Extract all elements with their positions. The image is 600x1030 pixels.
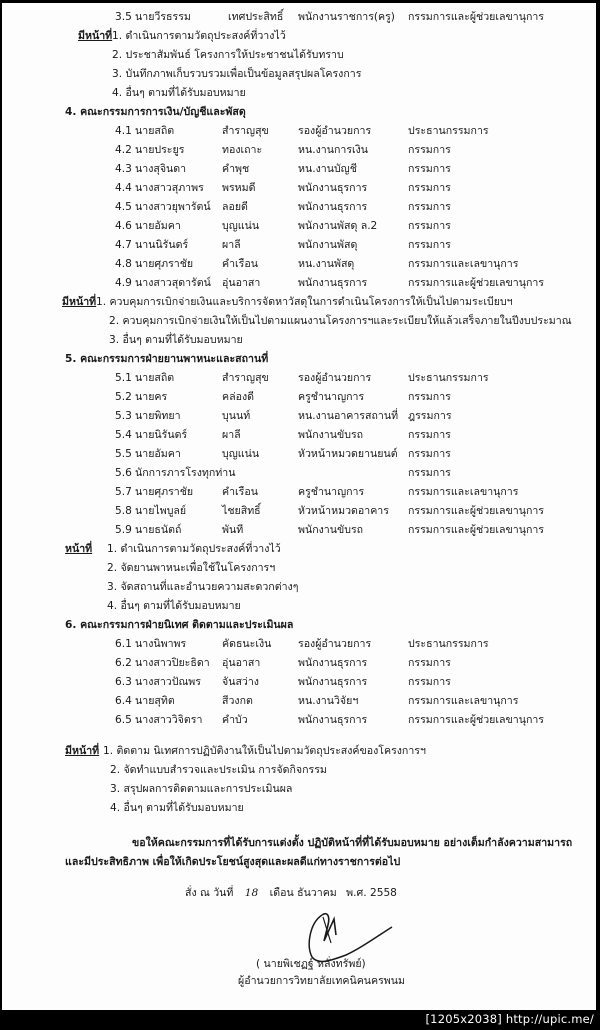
- member-number: 4.3: [115, 163, 132, 175]
- member-position: พนักงานธุรการ: [298, 201, 368, 213]
- member-number: 4.9: [115, 277, 132, 289]
- member-number: 4.8: [115, 258, 132, 270]
- member-number: 6.1: [115, 638, 132, 650]
- member-position: หัวหน้าหมวดยานยนต์: [298, 448, 398, 460]
- member-name: นางสาวยุพารัตน์: [135, 201, 211, 213]
- member-surname: คัดธนะเงิน: [222, 638, 272, 650]
- member-role: ประธานกรรมการ: [408, 638, 489, 650]
- member-surname: ลอยดี: [222, 201, 248, 213]
- member-role: ประธานกรรมการ: [408, 125, 489, 137]
- member-role: กรรมการ: [408, 657, 451, 669]
- member-role: กรรมการและผู้ช่วยเลขานุการ: [408, 714, 544, 726]
- member-position: หน.งานพัสดุ: [298, 258, 355, 270]
- member-surname: บุญแน่น: [222, 448, 260, 460]
- duties-label: หน้าที่: [65, 543, 93, 555]
- member-surname: สำราญสุข: [222, 125, 269, 137]
- member-position: พนักงานธุรการ: [298, 714, 368, 726]
- member-number: 6.3: [115, 676, 132, 688]
- member-surname: คำเรือน: [222, 486, 258, 498]
- duties-label: มีหน้าที่: [78, 30, 113, 42]
- duty-item: 2. จัดทำแบบสำรวจและประเมิน การจัดกิจกรรม: [110, 764, 327, 776]
- member-position: หน.งานบัญชี: [298, 163, 357, 175]
- duty-item: 2. ประชาสัมพันธ์ โครงการให้ประชาชนได้รับทราบ: [112, 49, 344, 61]
- member-surname: ผาลี: [222, 239, 241, 251]
- member-surname: คำพุช: [222, 163, 250, 175]
- member-name: นายวีรธรรม: [135, 11, 191, 23]
- member-name: นายอัมคา: [135, 448, 181, 460]
- member-role: กรรมการ: [408, 448, 451, 460]
- member-role: กรรมการ: [408, 201, 451, 213]
- member-name: นางสาวสุดารัตน์: [135, 277, 211, 289]
- member-position: รองผู้อำนวยการ: [298, 125, 372, 137]
- duty-item: 3. บันทึกภาพเก็บรวบรวมเพื่อเป็นข้อมูลสรุปผลโครงการ: [112, 68, 362, 80]
- member-role: กรรมการและเลขานุการ: [408, 486, 519, 498]
- member-position: พนักงานธุรการ: [298, 676, 368, 688]
- duties-label: มีหน้าที่: [62, 296, 97, 308]
- member-surname: บุนนท์: [222, 410, 251, 422]
- member-number: 4.4: [115, 182, 132, 194]
- member-surname: คำบัว: [222, 714, 248, 726]
- member-number: 5.1: [115, 372, 132, 384]
- member-name: นางสาวสุภาพร: [135, 182, 204, 194]
- member-role: กรรมการ: [408, 239, 451, 251]
- member-number: 4.5: [115, 201, 132, 213]
- member-position: พนักงานธุรการ: [298, 277, 368, 289]
- member-role: กรรมการ: [408, 144, 451, 156]
- duty-item: 3. สรุปผลการติดตามและการประเมินผล: [110, 783, 293, 795]
- member-name: นายศุภราชัย: [135, 258, 194, 270]
- duty-item: 2. ควบคุมการเบิกจ่ายเงินให้เป็นไปตามแผนงานโครงการฯและระเบียบให้แล้วเสร็จภายในปีงบประมาณ: [109, 315, 572, 327]
- section-title: 5. คณะกรรมการฝ่ายยานพาหนะและสถานที่: [65, 353, 269, 365]
- member-position: หน.งานการเงิน: [298, 144, 369, 156]
- member-name: นายสุทิต: [135, 695, 175, 707]
- duty-item: 4. อื่นๆ ตามที่ได้รับมอบหมาย: [107, 600, 241, 612]
- member-surname: อุ่นอาสา: [222, 277, 261, 289]
- member-name: นายไพบูลย์: [135, 505, 187, 517]
- duty-item: 1. ดำเนินการตามวัตถุประสงค์ที่วางไว้: [112, 30, 286, 42]
- date-day: 18: [244, 887, 259, 899]
- member-position: รองผู้อำนวยการ: [298, 372, 372, 384]
- member-position: พนักงานขับรถ: [298, 429, 364, 441]
- member-number: 6.2: [115, 657, 132, 669]
- member-name: นายอัมคา: [135, 220, 181, 232]
- member-surname: พรหมดี: [222, 182, 256, 194]
- member-position: หัวหน้าหมวดอาคาร: [298, 505, 389, 517]
- member-role: กรรมการและเลขานุการ: [408, 258, 519, 270]
- member-name: นายประยูร: [135, 144, 185, 156]
- member-number: 5.9: [115, 524, 132, 536]
- member-surname: ไชยสิทธิ์: [222, 505, 261, 517]
- member-number: 4.2: [115, 144, 132, 156]
- member-surname: สีวงกต: [222, 695, 253, 707]
- member-role: กรรมการ: [408, 676, 451, 688]
- member-position: พนักงานธุรการ: [298, 657, 368, 669]
- watermark-link[interactable]: [1205x2038] http://upic.me/: [425, 1012, 594, 1026]
- member-surname: ผาลี: [222, 429, 241, 441]
- member-number: 4.1: [115, 125, 132, 137]
- member-role: กรรมการและเลขานุการ: [408, 695, 519, 707]
- member-number: 5.6: [115, 467, 132, 479]
- member-number: 6.5: [115, 714, 132, 726]
- member-name: นางสาวปิยะธิดา: [135, 657, 210, 669]
- member-role: กรรมการและผู้ช่วยเลขานุการ: [408, 11, 544, 23]
- member-surname: บุญแน่น: [222, 220, 260, 232]
- member-surname: จันสว่าง: [222, 676, 259, 688]
- member-surname: อุ่นอาสา: [222, 657, 261, 669]
- member-surname: สำราญสุข: [222, 372, 269, 384]
- member-number: 4.6: [115, 220, 132, 232]
- member-number: 5.4: [115, 429, 132, 441]
- member-surname: ทองเถาะ: [222, 144, 263, 156]
- member-number: 3.5: [115, 11, 132, 23]
- member-name: นางสาวปัณพร: [135, 676, 201, 688]
- duty-item: 1. ติดตาม นิเทศการปฏิบัติงานให้เป็นไปตามวัตถุประสงค์ของโครงการฯ: [103, 745, 426, 757]
- date-year: พ.ศ. 2558: [346, 887, 397, 899]
- order-date: [185, 884, 397, 903]
- member-role: ประธานกรรมการ: [408, 372, 489, 384]
- closing-line: และมีประสิทธิภาพ เพื่อให้เกิดประโยชน์สูงสุดและผลดีแก่ทางราชการต่อไป: [65, 856, 401, 868]
- member-role: กรรมการ: [408, 467, 451, 479]
- member-role: กรรมการ: [408, 429, 451, 441]
- member-name: นายศุภราชัย: [135, 486, 194, 498]
- member-role: กรรมการและผู้ช่วยเลขานุการ: [408, 524, 544, 536]
- duties-label: มีหน้าที่: [65, 745, 100, 757]
- member-role: กรรมการ: [408, 163, 451, 175]
- duty-item: 4. อื่นๆ ตามที่ได้รับมอบหมาย: [110, 802, 244, 814]
- member-role: ฎรรมการ: [408, 410, 452, 422]
- member-name: นายคร: [135, 391, 168, 403]
- member-surname: คล่องดี: [222, 391, 254, 403]
- member-name: นานนิรันดร์: [135, 239, 189, 251]
- member-name: นางสุจินดา: [135, 163, 187, 175]
- member-number: 5.8: [115, 505, 132, 517]
- member-role: กรรมการและผู้ช่วยเลขานุการ: [408, 505, 544, 517]
- date-month: เดือน ธันวาคม: [269, 887, 337, 899]
- member-number: 6.4: [115, 695, 132, 707]
- member-position: พนักงานธุรการ: [298, 182, 368, 194]
- member-position: พนักงานขับรถ: [298, 524, 364, 536]
- duty-item: 3. จัดสถานที่และอำนวยความสะดวกต่างๆ: [107, 581, 299, 593]
- member-surname: เทศประสิทธิ์: [228, 11, 284, 23]
- member-name: นายธนัตถ์: [135, 524, 182, 536]
- member-name: นักการภารโรงทุกท่าน: [135, 467, 236, 479]
- date-prefix: สั่ง ณ วันที่: [185, 887, 234, 899]
- member-position: หน.งานอาคารสถานที่: [298, 410, 399, 422]
- member-name: นายสถิต: [135, 372, 175, 384]
- duty-item: 4. อื่นๆ ตามที่ได้รับมอบหมาย: [112, 87, 246, 99]
- member-role: กรรมการ: [408, 391, 451, 403]
- member-surname: พันที: [222, 524, 244, 536]
- member-name: นายนิรันดร์: [135, 429, 188, 441]
- member-number: 5.3: [115, 410, 132, 422]
- member-position: พนักงานราชการ(ครู): [298, 11, 395, 23]
- duty-item: 1. ควบคุมการเบิกจ่ายเงินและบริการจัดหาวัสดุในการดำเนินโครงการให้เป็นไปตามระเบียบฯ: [96, 296, 513, 308]
- section-title: 4. คณะกรรมการการเงิน/บัญชีและพัสดุ: [65, 106, 246, 118]
- member-name: นายสถิต: [135, 125, 175, 137]
- member-name: นายพิทยา: [135, 410, 181, 422]
- member-position: พนักงานพัสดุ: [298, 239, 358, 251]
- duty-item: 1. ดำเนินการตามวัตถุประสงค์ที่วางไว้: [107, 543, 281, 555]
- duty-item: 2. จัดยานพาหนะเพื่อใช้ในโครงการฯ: [107, 562, 276, 574]
- member-position: รองผู้อำนวยการ: [298, 638, 372, 650]
- member-number: 5.5: [115, 448, 132, 460]
- member-number: 4.7: [115, 239, 132, 251]
- member-surname: คำเรือน: [222, 258, 258, 270]
- closing-line: ขอให้คณะกรรมการที่ได้รับการแต่งตั้ง ปฏิบัติหน้าที่ที่ได้รับมอบหมาย อย่างเต็มกำลังความสามารถ: [132, 837, 573, 849]
- member-role: กรรมการ: [408, 220, 451, 232]
- member-number: 5.2: [115, 391, 132, 403]
- section-title: 6. คณะกรรมการฝ่ายนิเทศ ติดตามและประเมินผล: [65, 619, 294, 631]
- member-position: หน.งานวิจัยฯ: [298, 695, 359, 707]
- signatory-title: ผู้อำนวยการวิทยาลัยเทคนิคนครพนม: [238, 975, 406, 987]
- member-number: 5.7: [115, 486, 132, 498]
- signatory-name: ( นายพิเชฏฐ์ หลั่งทรัพย์): [256, 958, 366, 970]
- member-name: นางสาววิจิตรา: [135, 714, 203, 726]
- member-position: ครูชำนาญการ: [298, 486, 365, 498]
- duty-item: 3. อื่นๆ ตามที่ได้รับมอบหมาย: [109, 334, 243, 346]
- member-role: กรรมการ: [408, 182, 451, 194]
- member-role: กรรมการและผู้ช่วยเลขานุการ: [408, 277, 544, 289]
- member-position: ครูชำนาญการ: [298, 391, 365, 403]
- member-name: นางนิพาพร: [135, 638, 187, 650]
- member-position: พนักงานพัสดุ ล.2: [298, 220, 378, 232]
